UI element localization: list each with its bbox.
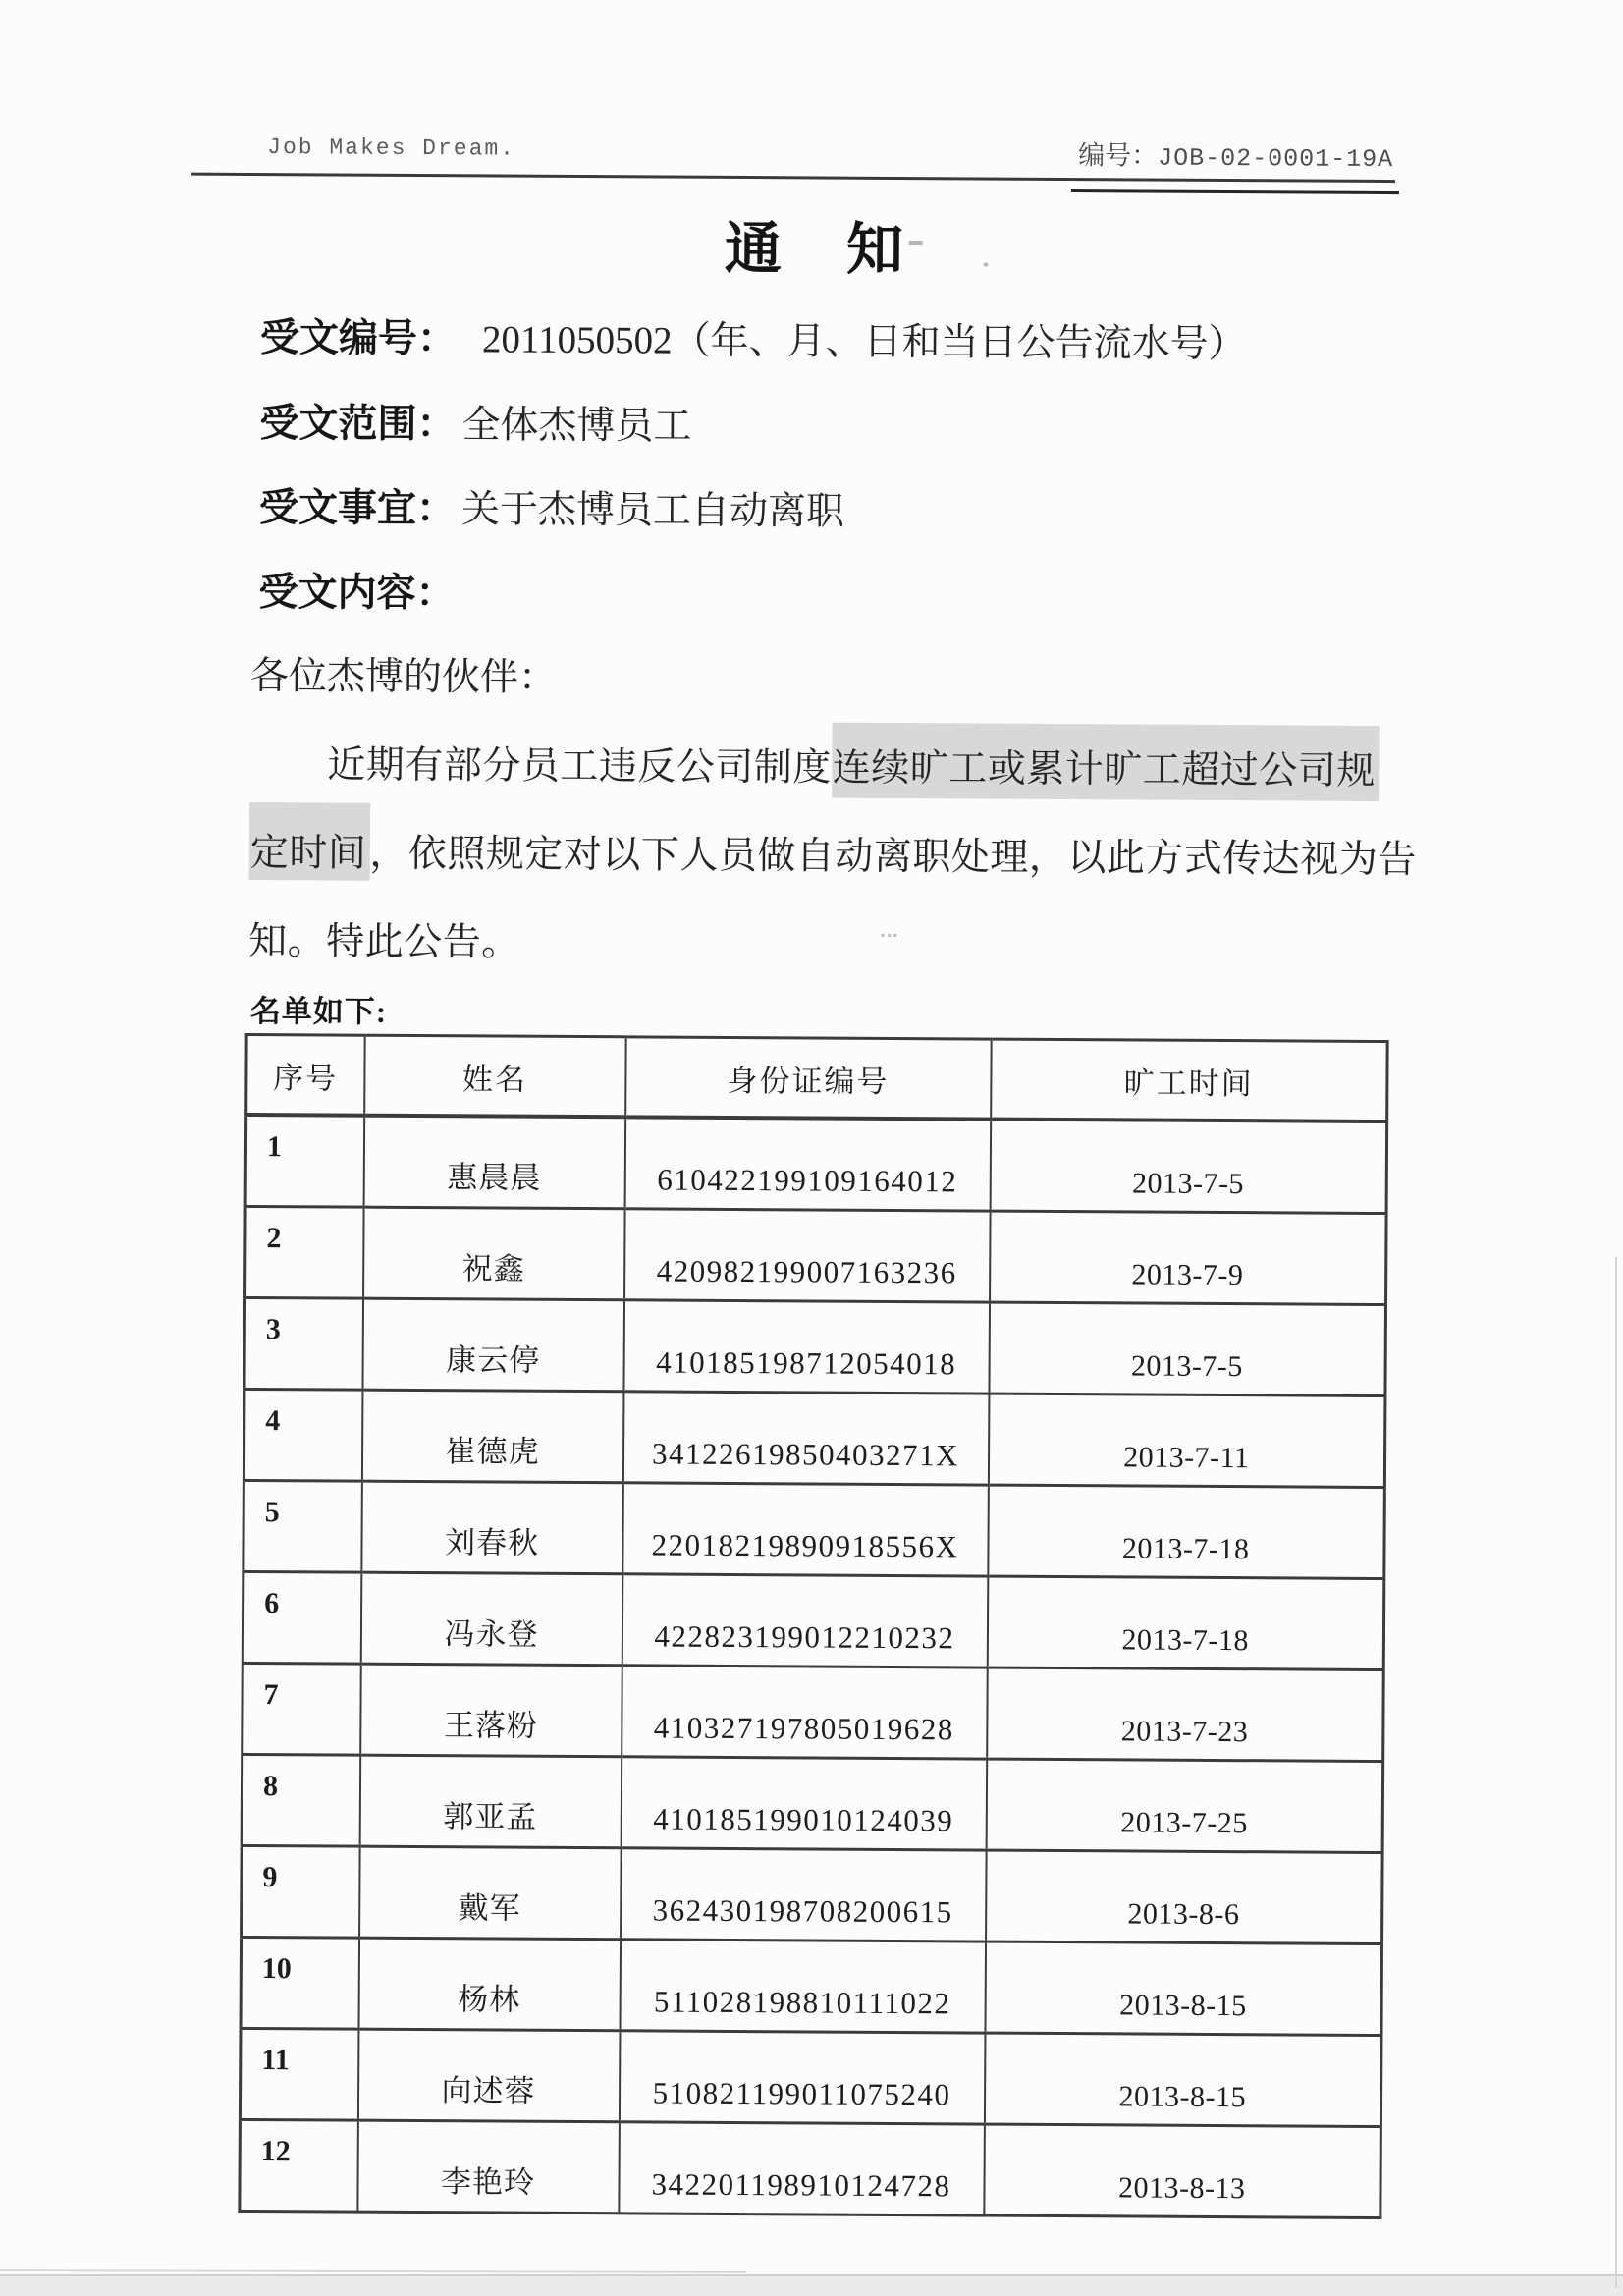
cell-id-number: 342201198910124728 [619,2122,985,2215]
body-text: 近期有部分员工违反公司制度 [327,743,832,790]
field-value: 全体杰博员工 [461,404,692,448]
cell-id-number: 410185199010124039 [621,1757,987,1850]
cell-absence-date: 2013-7-5 [990,1120,1387,1214]
cell-absence-date: 2013-8-13 [984,2124,1381,2217]
body-line-3 [248,921,520,965]
salutation: 各位杰博的伙伴： [249,654,558,699]
cell-absence-date: 2013-7-9 [990,1211,1387,1304]
table-row [243,1389,1385,1487]
cell-name: 杨林 [358,1938,621,2031]
roster-heading: 名单如下: [249,993,388,1029]
field-label: 受文编号： [259,315,458,361]
cell-name: 崔德虎 [361,1390,623,1483]
scan-edge-shadow [0,2274,1623,2296]
cell-name: 王落粉 [360,1664,622,1757]
field-doc-receive-number [260,316,1247,366]
cell-id-number: 362430198708200615 [621,1848,987,1941]
cell-name: 惠晨晨 [363,1116,625,1209]
field-subject [259,486,844,534]
column-header-absence-date: 旷工时间 [991,1039,1387,1121]
highlighted-text: 定时间 [249,802,370,881]
cell-absence-date: 2013-8-6 [986,1850,1383,1943]
cell-id-number: 410185198712054018 [623,1300,990,1394]
cell-id-number: 510821199011075240 [619,2031,985,2124]
table-row [244,1297,1386,1395]
cell-id-number: 22018219890918556X [622,1483,989,1576]
cell-id-number: 422823199012210232 [622,1574,988,1667]
body-line-1 [249,744,1379,793]
scan-artifact [881,934,896,937]
field-value: 2011050502（年、月、日和当日公告流水号） [481,318,1247,366]
header-doc-number [1078,134,1393,174]
header-divider-rule [191,173,1395,183]
cell-absence-date: 2013-8-15 [984,2033,1381,2126]
cell-absence-date: 2013-7-18 [987,1576,1384,1669]
cell-index: 6 [243,1571,361,1664]
cell-index: 2 [245,1206,364,1298]
table-row [245,1206,1387,1304]
column-header-index: 序号 [246,1034,364,1115]
cell-index: 3 [244,1297,363,1390]
cell-id-number: 420982199007163236 [624,1209,991,1302]
cell-index: 11 [240,2028,358,2120]
cell-name: 戴军 [359,1846,622,1940]
table-row [240,2119,1381,2217]
cell-name: 向述蓉 [357,2029,620,2122]
scan-edge-line [1615,1257,1617,2288]
table-row [242,1754,1383,1852]
cell-index: 12 [240,2119,358,2212]
cell-id-number: 410327197805019628 [622,1666,988,1759]
cell-index: 1 [245,1115,364,1207]
page-title: 通 知 [724,216,908,283]
body-line-2 [249,833,1417,882]
cell-index: 9 [242,1845,360,1938]
cell-name: 刘春秋 [361,1481,623,1574]
roster-table-body [240,1115,1387,2218]
field-content-heading [258,571,455,616]
table-row [243,1571,1384,1669]
doc-number-label: 编号： [1078,140,1159,171]
table-row [242,1845,1383,1943]
column-header-id-number: 身份证编号 [625,1037,991,1120]
cell-name: 李艳玲 [357,2120,620,2214]
table-row [240,2028,1381,2126]
cell-index: 4 [243,1389,362,1481]
cell-id-number: 34122619850403271X [622,1392,989,1485]
table-row [243,1480,1385,1578]
header-row [246,1034,1387,1121]
field-value: 关于杰博员工自动离职 [460,488,845,533]
roster-table-header [246,1034,1387,1121]
field-label: 受文范围： [259,401,457,447]
column-header-name: 姓名 [364,1035,625,1117]
table-row [243,1663,1384,1761]
cell-name: 郭亚孟 [359,1755,622,1848]
table-row [241,1937,1382,2035]
cell-index: 8 [242,1754,360,1846]
cell-id-number: 610422199109164012 [624,1117,991,1211]
cell-name: 冯永登 [360,1572,622,1666]
highlighted-text: 连续旷工或累计旷工超过公司规 [832,723,1379,801]
field-scope [259,402,691,449]
cell-absence-date: 2013-7-23 [987,1667,1384,1761]
scan-artifact [983,263,988,267]
cell-name: 康云停 [362,1298,624,1392]
field-label: 受文内容： [258,570,456,616]
cell-index: 5 [243,1480,362,1572]
header-slogan: Job Makes Dream. [267,135,516,162]
table-row [245,1115,1387,1214]
doc-number-value: JOB-02-0001-19A [1158,143,1394,175]
cell-index: 10 [241,1937,359,2029]
cell-name: 祝鑫 [363,1207,625,1300]
field-label: 受文事宜： [258,485,457,531]
body-text: 知。特此公告。 [248,919,520,964]
cell-absence-date: 2013-7-5 [989,1302,1386,1395]
cell-absence-date: 2013-7-11 [988,1394,1385,1487]
body-text: ，依照规定对以下人员做自动离职处理，以此方式传达视为告 [369,832,1417,882]
cell-absence-date: 2013-7-18 [988,1485,1385,1578]
cell-absence-date: 2013-8-15 [985,1941,1382,2035]
scan-artifact [909,241,923,245]
doc-number-underline [1071,189,1399,194]
cell-index: 7 [243,1663,361,1755]
cell-absence-date: 2013-7-25 [986,1759,1383,1852]
roster-table [238,1033,1388,2219]
cell-id-number: 511028198810111022 [620,1940,986,2033]
